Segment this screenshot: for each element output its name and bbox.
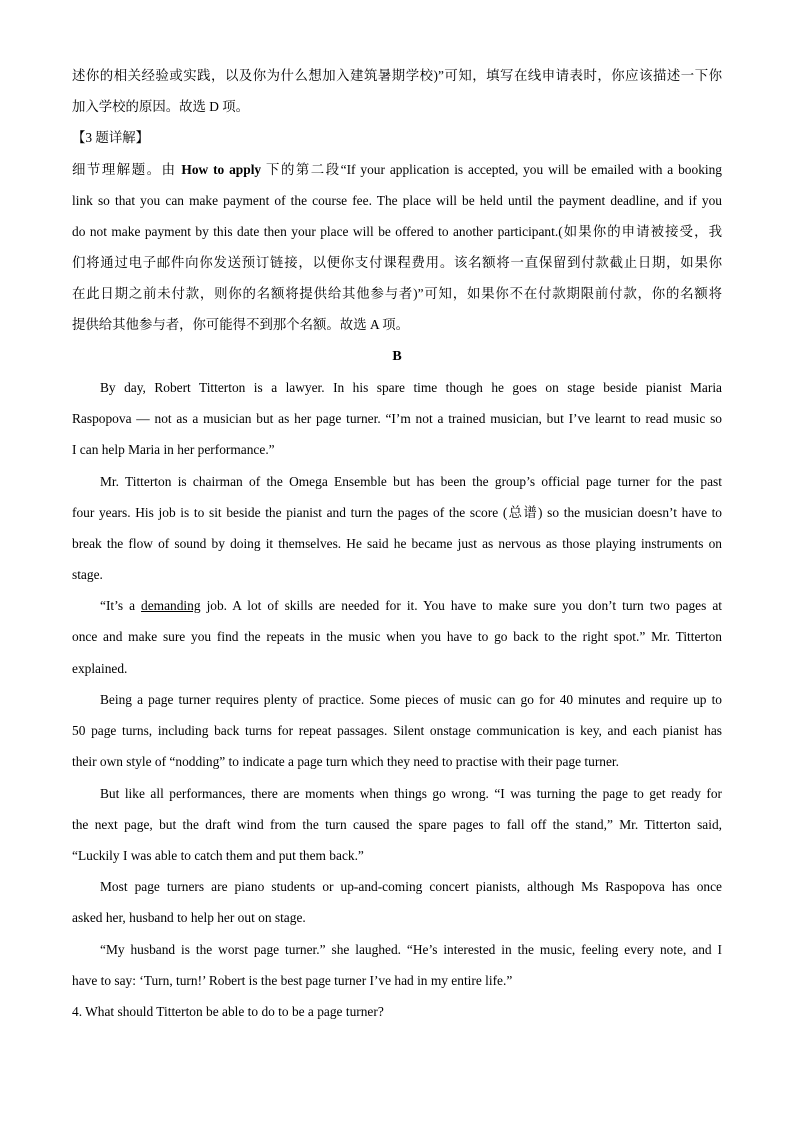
text-line: once and make sure you find the repeats in the music when you have to go back to the right spot.” Mr. Titterton [72,629,722,644]
text-line: 加入学校的原因。故选 D 项。 [72,99,250,114]
text-line: break the flow of sound by doing it themselves. He said he became just as nervous as those playing instruments on [72,536,722,551]
text-line: Raspopova — not as a musician but as her page turner. “I’m not a trained musician, but I’ve learnt to read music so [72,411,722,426]
text-line: asked her, husband to help her out on stage. [72,910,306,925]
text-line: 在此日期之前未付款，则你的名额将提供给其他参与者)”可知，如果你不在付款期限前付款，你的名额将 [72,286,722,301]
text-line: four years. His job is to sit beside the pianist and turn the pages of the score (总谱) so the musician doesn’t have to [72,505,722,520]
text-line: their own style of “nodding” to indicate a page turn which they need to practise with their page turner. [72,754,619,769]
text-line: Mr. Titterton is chairman of the Omega Ensemble but has been the group’s official page turner for the past [100,474,722,489]
text-line: have to say: ‘Turn, turn!’ Robert is the best page turner I’ve had in my entire life.” [72,973,513,988]
text-line: Most page turners are piano students or up-and-coming concert pianists, although Ms Raspopova has once [100,879,722,894]
passage-title: B [392,349,402,364]
text-line: explained. [72,661,128,676]
bold-phrase: How to apply [181,162,262,177]
question-4: 4. What should Titterton be able to do to be a page turner? [72,1004,384,1019]
text-line: 们将通过电子邮件向你发送预订链接，以便你支付课程费用。该名额将一直保留到付款截止日期，如果你 [72,255,722,270]
text-line: 50 page turns, including back turns for repeat passages. Silent onstage communication is key, and each pianist has [72,723,722,738]
text-line: 述你的相关经验或实践，以及你为什么想加入建筑暑期学校)”可知，填写在线申请表时，你应该描述一下你 [72,68,722,83]
text-line: link so that you can make payment of the course fee. The place will be held until the payment deadline, and if you [72,193,722,208]
text-line: the next page, but the draft wind from the turn caused the spare pages to fall off the stand,” Mr. Titterton said, [72,817,722,832]
section-heading: 【3 题详解】 [72,130,149,145]
text-line: do not make payment by this date then your place will be offered to another participant.(如果你的申请被接受，我 [72,224,722,239]
text-line: 提供给其他参与者，你可能得不到那个名额。故选 A 项。 [72,317,409,332]
text-line: By day, Robert Titterton is a lawyer. In his spare time though he goes on stage beside pianist Maria [100,380,722,395]
text-line: “Luckily I was able to catch them and put them back.” [72,848,364,863]
text-line: I can help Maria in her performance.” [72,442,275,457]
text-line: But like all performances, there are moments when things go wrong. “I was turning the page to get ready for [100,786,722,801]
text-line: Being a page turner requires plenty of practice. Some pieces of music can go for 40 minutes and require up to [100,692,722,707]
text-line: “It’s a demanding job. A lot of skills are needed for it. You have to make sure you don’t turn two pages at [100,598,722,613]
underlined-word: demanding [141,598,201,613]
text-line: “My husband is the worst page turner.” she laughed. “He’s interested in the music, feeling every note, and I [100,942,722,957]
text-line: 细节理解题。由 How to apply 下的第二段“If your application is accepted, you will be emailed with a booking [72,162,722,177]
text-line: stage. [72,567,103,582]
